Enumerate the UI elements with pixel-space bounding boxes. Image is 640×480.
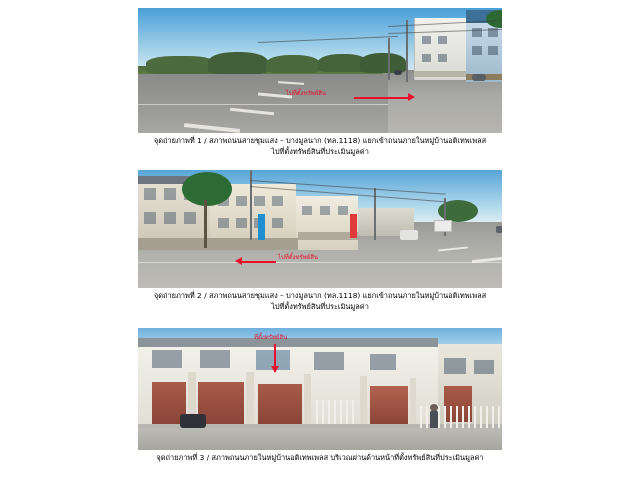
vehicle xyxy=(400,230,418,240)
vertical-banner xyxy=(350,214,357,238)
road-edge-line xyxy=(138,262,502,263)
window xyxy=(236,218,247,228)
tree-trunk xyxy=(204,200,207,248)
column xyxy=(246,372,254,424)
shopfront-awning xyxy=(138,238,298,250)
caption-2-line1: จุดถ่ายภาพที่ 2 / สภาพถนนสายชุมแสง – บางมูลนาก (ทล.1118) แยกเข้าถนนภายในหมู่บ้านอติเทพเพลส xyxy=(153,291,487,300)
window xyxy=(444,358,466,374)
treeline xyxy=(266,55,320,73)
vertical-banner xyxy=(258,214,265,240)
column xyxy=(410,378,416,424)
annotation-arrow-line xyxy=(354,97,410,99)
road-edge-line xyxy=(138,104,388,105)
window xyxy=(144,188,156,200)
front-fence xyxy=(316,400,358,424)
photo-1 xyxy=(138,8,502,133)
window xyxy=(438,54,447,62)
vehicle xyxy=(472,74,486,81)
awning xyxy=(414,71,466,77)
vehicle xyxy=(394,70,402,75)
window xyxy=(164,212,176,224)
treeline xyxy=(146,56,216,74)
window xyxy=(472,46,482,55)
window xyxy=(422,36,431,44)
window xyxy=(488,46,498,55)
photo-block-2 xyxy=(138,170,502,312)
caption-3-line1: จุดถ่ายภาพที่ 3 / สภาพถนนภายในหมู่บ้านอติเทพเพลส บริเวณผ่านด้านหน้าที่ตั้งทรัพย์สินที่ประเมินมูลค่า xyxy=(156,453,484,462)
utility-pole xyxy=(406,20,408,82)
window xyxy=(438,36,447,44)
window xyxy=(236,196,247,206)
caption-1-line1: จุดถ่ายภาพที่ 1 / สภาพถนนสายชุมแสง – บางมูลนาก (ทล.1118) แยกเข้าถนนภายในหมู่บ้านอติเทพเพลส xyxy=(153,136,487,145)
column xyxy=(360,376,367,424)
caption-2 xyxy=(138,288,502,312)
window xyxy=(184,212,196,224)
photo-3 xyxy=(138,328,502,450)
window xyxy=(338,206,348,215)
caption-1-line2: ไปที่ตั้งทรัพย์สินที่ประเมินมูลค่า xyxy=(271,146,369,156)
window xyxy=(272,218,283,228)
annotation-arrow-head xyxy=(271,366,279,373)
window xyxy=(218,218,229,228)
annotation-arrow-head xyxy=(408,93,415,101)
window xyxy=(164,188,176,200)
person-head xyxy=(430,404,438,411)
annotation-arrow-line xyxy=(242,261,276,263)
treeline xyxy=(208,52,268,74)
roadside-sign xyxy=(434,220,452,232)
utility-pole xyxy=(388,38,390,80)
window xyxy=(370,354,396,370)
window xyxy=(152,350,182,368)
window xyxy=(302,206,312,215)
photo-2 xyxy=(138,170,502,288)
window xyxy=(314,352,344,370)
photo-block-3 xyxy=(138,328,502,464)
caption-2-line2: ไปที่ตั้งทรัพย์สินที่ประเมินมูลค่า xyxy=(271,301,369,311)
window xyxy=(144,212,156,224)
annotation-label-1: ไปที่ตั้งทรัพย์สิน xyxy=(286,90,327,97)
window xyxy=(200,350,230,368)
shopfront-awning xyxy=(298,232,358,240)
motorcycle xyxy=(180,414,206,428)
tree-canopy xyxy=(182,172,232,206)
window xyxy=(320,206,330,215)
window xyxy=(422,54,431,62)
window xyxy=(272,196,283,206)
street-surface xyxy=(138,428,502,450)
annotation-label-2: ไปที่ตั้งทรัพย์สิน xyxy=(278,254,319,261)
annotation-label-3: ที่ตั้งทรัพย์สิน xyxy=(254,334,288,341)
caption-1 xyxy=(138,133,502,157)
entrance-door xyxy=(258,384,302,424)
window xyxy=(254,196,265,206)
annotation-arrow-line xyxy=(274,344,276,366)
vehicle xyxy=(496,226,502,233)
photo-block-1 xyxy=(138,8,502,157)
entrance-door xyxy=(370,386,408,424)
column xyxy=(304,374,311,424)
building-mid-2 xyxy=(296,196,358,250)
person xyxy=(430,410,438,430)
caption-3 xyxy=(138,450,502,464)
window xyxy=(474,360,494,374)
roofline xyxy=(138,338,438,347)
annotation-arrow-head xyxy=(235,257,242,265)
